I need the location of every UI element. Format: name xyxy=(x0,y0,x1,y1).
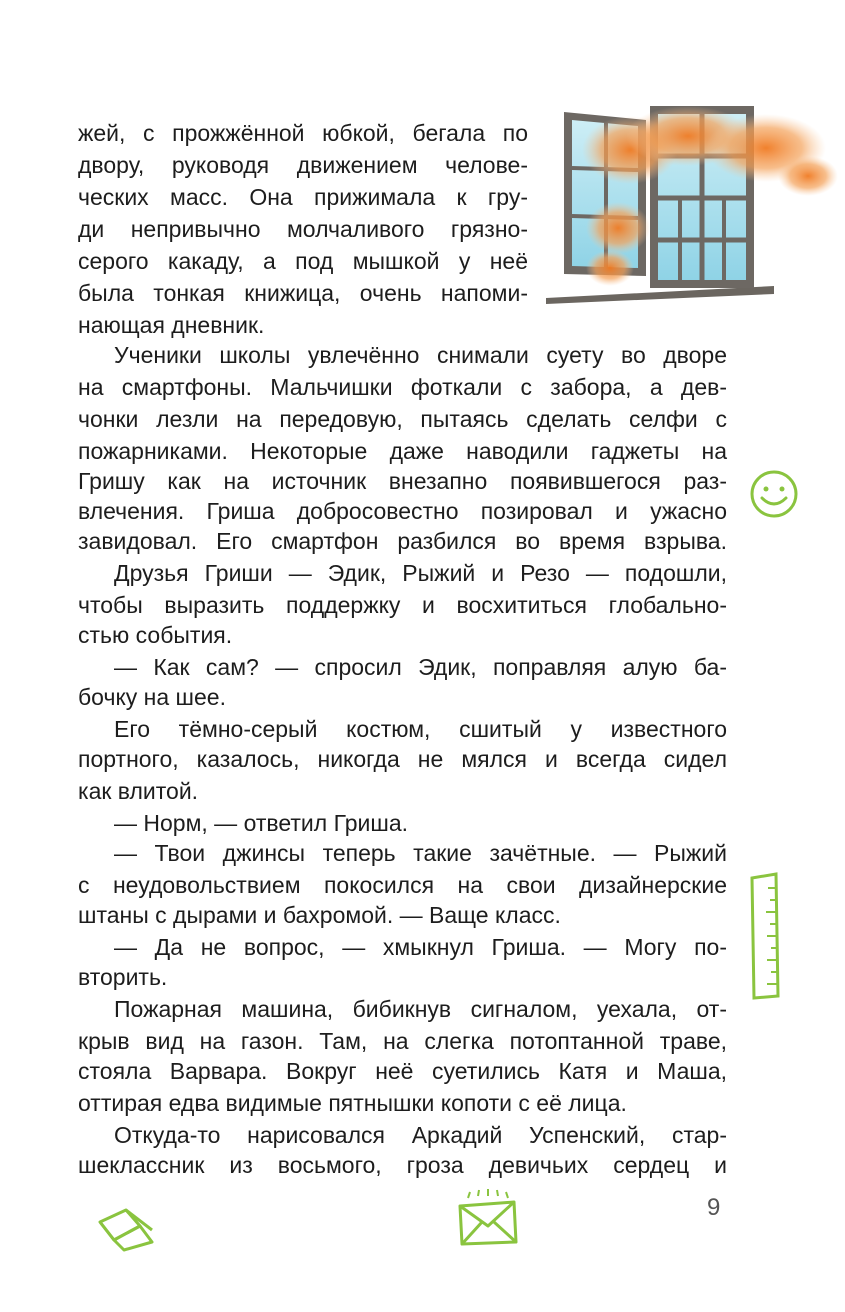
smiley-icon xyxy=(748,468,800,520)
text-line: нающая дневник. xyxy=(78,312,265,338)
text-line: влечения. Гриша добросовестно позировал и ужасно xyxy=(78,498,727,524)
text-line: жей, с прожжённой юбкой, бегала по xyxy=(78,120,528,146)
text-line: стью события. xyxy=(78,622,233,648)
text-line: бочку на шее. xyxy=(78,684,226,710)
text-line: Его тёмно-серый костюм, сшитый у известного xyxy=(114,716,727,742)
burning-window-illustration xyxy=(538,98,838,310)
text-line: — Норм, — ответил Гриша. xyxy=(114,810,409,836)
text-line: чтобы выразить поддержку и восхититься глобально- xyxy=(78,592,727,618)
text-line: Гришу как на источник внезапно появившегося раз- xyxy=(78,468,727,494)
text-line: — Твои джинсы теперь такие зачётные. — Рыжий xyxy=(114,840,727,866)
text-line: портного, казалось, никогда не мялся и всегда сидел xyxy=(78,746,727,772)
text-line: как влитой. xyxy=(78,778,199,804)
text-line: завидовал. Его смартфон разбился во время взрыва. xyxy=(78,528,727,554)
text-line: — Как сам? — спросил Эдик, поправляя алую ба- xyxy=(114,654,727,680)
envelope-doodle xyxy=(454,1188,522,1250)
text-line: оттирая едва видимые пятнышки копоти с её лица. xyxy=(78,1090,627,1116)
text-line: шеклассник из восьмого, гроза девичьих сердец и xyxy=(78,1152,727,1178)
text-line: на смартфоны. Мальчишки фоткали с забора, а дев- xyxy=(78,374,727,400)
text-line: была тонкая книжица, очень напоми- xyxy=(78,280,528,306)
ruler-icon xyxy=(748,872,782,1002)
text-line: Пожарная машина, бибикнув сигналом, уехала, от- xyxy=(114,996,727,1022)
text-line: Ученики школы увлечённо снимали суету во дворе xyxy=(114,342,727,368)
text-line: двору, руководя движением челове- xyxy=(78,152,528,178)
text-line: ди непривычно молчаливого грязно- xyxy=(78,216,528,242)
text-line: с неудовольствием покосился на свои дизайнерские xyxy=(78,872,727,898)
text-line: Откуда-то нарисовался Аркадий Успенский, стар- xyxy=(114,1122,727,1148)
text-line: чонки лезли на передовую, пытаясь сделать селфи с xyxy=(78,406,727,432)
cube-doodle xyxy=(96,1204,158,1254)
text-line: стояла Варвара. Вокруг неё суетились Катя и Маша, xyxy=(78,1058,727,1084)
text-line: серого какаду, а под мышкой у неё xyxy=(78,248,528,274)
text-line: — Да не вопрос, — хмыкнул Гриша. — Могу по- xyxy=(114,934,727,960)
text-line: пожарниками. Некоторые даже наводили гаджеты на xyxy=(78,438,727,464)
text-line: вторить. xyxy=(78,964,168,990)
page-number: 9 xyxy=(707,1194,721,1221)
text-line: штаны с дырами и бахромой. — Ваще класс. xyxy=(78,902,561,928)
text-line: ческих масс. Она прижимала к гру- xyxy=(78,184,528,210)
text-line: крыв вид на газон. Там, на слегка потоптанной траве, xyxy=(78,1028,727,1054)
text-line: Друзья Гриши — Эдик, Рыжий и Резо — подошли, xyxy=(114,560,727,586)
